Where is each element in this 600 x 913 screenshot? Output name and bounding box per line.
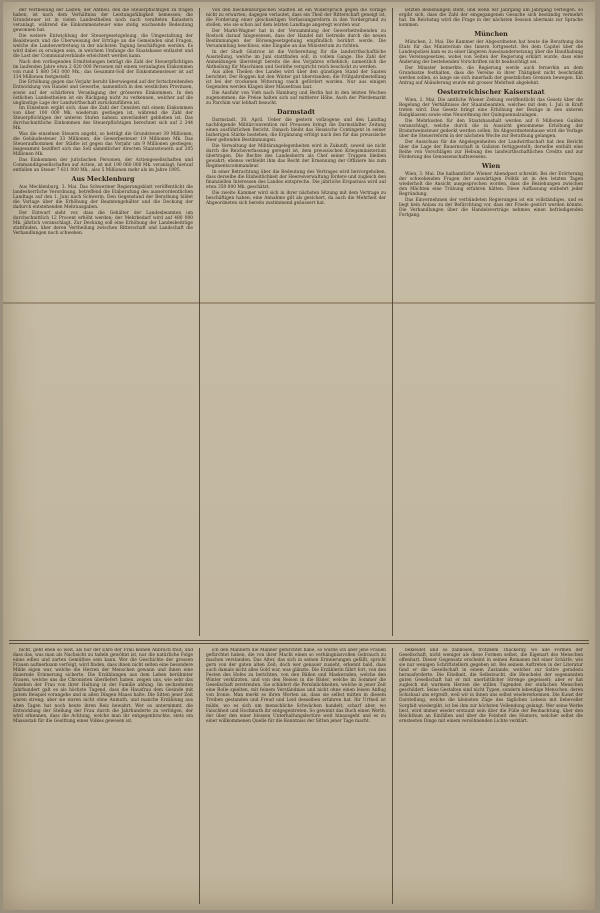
paragraph: Aus Mecklenburg, 3. Mai. Das Schweriner Regierungsblatt veröffentlicht die landesherrliche Verordnung, betreffend die Einberufung des ausserordentlichen Landtags auf den 1. Juni nach Schwerin. Den Gegenstand der Berathung bildet die Vorlage über die Erhöhung der Beamtengehälter und die Deckung der dadurch entstehenden Mehrausgaben. [13,185,193,211]
section-heading: Darmstadt [277,108,315,117]
paragraph: Was die einzelnen Steuern angeht, so beträgt die Grundsteuer 39 Millionen, die Gebäudesteuer 33 Millionen, die Gewerbesteuer 19 Millionen Mk. Das Steueraufkommen der Städte ist gegen das Vorjahr um 9 Millionen gestiegen; insgesammt beziffert sich das Soll sämmtlicher directen Staatssteuern auf 205 Millionen Mk. [13,132,193,158]
newspaper-page [3,2,595,910]
paragraph: Die weitere Entwicklung der Steuergesetzgebung, die Umgestaltung der Realsteuern und die Überweisung der Erträge an die Gemeinden sind Fragen, welche die Landesvertretung in der nächsten Tagung beschäftigen werden. Es wird dabei zu erwägen sein, in welchem Umfange die Staatskasse entlastet und die Last der Communalverbände erleichtert werden kann. [13,33,193,60]
feuilleton-text: ich den Männern die Männer gefürchtet habe, so würde ich aber jene Frauen gefürchtet haben, die von ihrer Macht einen so verhängnissvollen Gebrauch zu machen verstanden. Das Alter, das sich in seinen Erinnerungen gefällt, spricht gern von der guten alten Zeit; doch wer genauer zusieht, erkennt bald, dass auch damals nicht alles Gold war, was glänzte. Die Erzählerin fährt fort, von den Festen des Hofes zu berichten, von den Bällen und Maskeraden, welche den Winter verkürzten, und von den Reisen in die Bäder, welche im Sommer die Gesellschaft zerstreuten. Sie schildert die Persönlichkeiten, welche in jener Zeit eine Rolle spielten, mit feinem Verständniss und nicht ohne einen leisen Anflug von Ironie. Man merkt es ihren Worten an, dass sie selbst mitten in diesem Treiben gestanden und Freud und Leid desselben erfahren hat. Ihr Urtheil ist milde, wo es sich um menschliche Schwächen handelt; scharf aber, wo Falschheit und Hochmuth ihr entgegentreten. So gewinnt das Buch einen Werth, der über den einer blossen Unterhaltungslectüre weit hinausgeht und es zu einer willkommenen Quelle für die Kenntniss der Sitten jener Tage macht. [206,648,386,724]
paragraph: Die Ausfuhr von Vieh nach Hamburg und Berlin hat in den letzten Wochen zugenommen; die Preise halten sich auf mittlerer Höhe. Auch der Pferdemarkt zu Parchim war lebhaft besucht. [206,91,386,107]
section-heading: Oesterreichischer Kaiserstaat [437,88,545,97]
column-rule [199,648,200,904]
paragraph: Aus allen Theilen des Landes wird über den günstigen Stand der Saaten berichtet. Der Roggen hat den Winter gut überstanden; die Frühjahrsbestellung ist bei der trockenen Witterung rasch gefördert worden. Nur aus einigen Gegenden werden Klagen über Mäusefrass laut. [206,70,386,91]
paragraph: Wien, 2. Mai. Die amtliche Wiener Zeitung veröffentlicht das Gesetz über die Regelung der Verhältnisse der Staatsbeamten, welches mit dem 1. Juli in Kraft treten wird. Das Gesetz bringt eine Erhöhung der Bezüge in den unteren Rangklassen sowie eine Neuordnung der Quinquennalzulagen. [399,98,583,119]
paragraph: Nach den vorliegenden Ermittelungen beträgt die Zahl der Steuerpflichtigen im laufenden Jahre etwa 2 620 000 Personen mit einem veranlagten Einkommen von rund 5 880 543 000 Mk.; das Gesammt-Soll der Einkommensteuer ist auf 114 Millionen festgestellt. [13,59,193,80]
paragraph: In einer Betrachtung über die Bedeutung des Vertrages wird hervorgehoben, dass derselbe die Einheitlichkeit der Heeresverwaltung fördere und zugleich den finanziellen Interessen des Landes entspreche. Die jährliche Ersparniss wird auf etwa 350 000 Mk. geschätzt. [206,169,386,191]
section-heading: Aus Mecklenburg [71,175,135,184]
paper-fold [3,302,595,304]
upper-column-3 [399,8,583,636]
column-rule [199,8,200,636]
paragraph: In der Stadt Güstrow ist die Vorbereitung für die landwirthschaftliche Ausstellung, welche im Juni stattfinden soll, in vollem Gange. Die Zahl der Anmeldungen übersteigt bereits die des Vorjahres erheblich; namentlich die Abtheilung für Maschinen und Geräthe verspricht reich beschickt zu werden. [206,49,386,70]
section-heading: Wien [481,161,501,170]
section-heading: München [474,30,508,39]
paragraph: Die Mehrkosten für den Staatshaushalt werden auf 6 Millionen Gulden veranschlagt, welche durch die in Aussicht genommene Erhöhung der Branntweinsteuer gedeckt werden sollen. Im Abgeordnetenhause wird die Vorlage über die Steuerreform in der nächsten Woche zur Berathung gelangen. [399,118,583,140]
paragraph: Die Verwaltung der Militärangelegenheiten wird in Zukunft, soweit sie nicht durch die Reichsverfassung geregelt ist, dem preussischen Kriegsministerium übertragen. Die Rechte des Landesherrn als Chef seiner Truppen bleiben gewahrt; ebenso verbleibt ihm das Recht der Ernennung der Offiziere bis zum Regimentscommandeur. [206,144,386,170]
paragraph: Darmstadt, 30. April. Ueber die gestern vollzogene und den Landtag nachfolgende Militärconvention mit Preussen bringt die Darmstädter Zeitung einen ausführlichen Bericht. Danach bleibt das Hessische Contingent in seiner bisherigen Stärke bestehen; die Ergänzung erfolgt nach den für das preussische Heer geltenden Bestimmungen. [206,118,386,144]
upper-column-2 [206,8,386,636]
feuilleton-text: bekleidet und so zahllosen, trotzdem Thackeray, wo alle Formen der Gesellschaft, nicht weniger als diese Formen selbst, die Eigenart des Menschen offenbart. Dieser Gegensatz erscheint in seinen Romanen mit einer Schärfe, wie sie nur wenigen Schriftstellern gegeben ist. Bei seinem Auftreten in der Literatur fand er die Gesellschaft in einem Zustande, welcher zur Satire geradezu herausforderte. Die Eitelkeit, die Selbstsucht, die Heuchelei der sogenannten guten Gesellschaft hat er mit unerbittlicher Strenge gegeisselt; aber er hat zugleich mit warmem Herzen die stillen Tugenden der einfachen Menschen geschildert. Seine Gestalten sind nicht Typen, sondern lebendige Menschen, deren Schicksal uns ergreift, weil wir in ihnen uns selbst wiedererkennen. Die Kunst der Darstellung, welche die kleinsten Züge des täglichen Lebens mit liebevoller Sorgfalt wiedergibt, ist bei ihm zur höchsten Vollendung gelangt. Wer seine Werke liest, wird immer wieder erstaunt sein über die Fülle der Beobachtung, über den Reichthum an Einfällen und über die Feinheit des Humors, welcher selbst die ernstesten Dinge mit einem versöhnenden Lichte verklärt. [399,648,583,724]
paragraph: Der Entwurf sieht vor, dass die Gehälter der Landesbeamten um durchschnittlich 12 Procent erhöht werden; der Mehrbedarf wird auf 480 000 Mk. jährlich veranschlagt. Zur Deckung soll eine Erhöhung der Landesbeiträge stattfinden, über deren Vertheilung zwischen Ritterschaft und Landschaft die Verhandlungen noch schweben. [13,210,193,237]
lower-column-2 [206,648,386,904]
column-rule [392,648,393,904]
paragraph: Die zweite Kammer wird sich in ihrer nächsten Sitzung mit dem Vertrage zu beschäftigen haben; eine Annahme gilt als gesichert, da auch die Mehrheit der Abgeordneten sich bereits zustimmend geäussert hat. [206,190,386,206]
upper-column-1 [13,8,193,636]
feuilleton-text: nicht, geht eben so weit, als nur der Ehre der Frau keinen Abbruch thut; und dass das, was man als Nachsicht zu tadeln gewöhnt ist, nur die natürliche Folge eines edlen und zarten Gemüthes sein kann. Wer die Geschichte der grossen Frauen aufmerksam verfolgt, wird finden, dass ihnen nicht selten eine besondere Milde eigen war, welche die Herzen der Menschen gewann und ihnen eine dauernde Erinnerung sicherte. Die Erzählungen aus dem Leben berühmter Frauen, welche uns die Chronisten überliefert haben, zeigen uns, wie sehr das Ansehen der Frau von ihrer Haltung in der Familie abhing. Im sechzehnten Jahrhundert galt es als höchste Tugend, dass die Hausfrau dem Gesinde mit gutem Beispiel vorangehe und in allen Dingen Maass halte. Die Sitten jener Zeit waren streng; aber sie waren nicht ohne Anmuth, und manche Erzählung aus alten Tagen hat noch heute ihren Reiz bewahrt. Wer es unternimmt, die Entwicklung der Stellung der Frau durch die Jahrhunderte zu verfolgen, der wird erkennen, dass die Achtung, welche man ihr entgegenbrachte, stets ein Maassstab für die Gesittung eines Volkes gewesen ist. [13,648,193,724]
paragraph: Der Minister bemerkte, die Regierung werde auch fernerhin an dem Grundsatze festhalten, dass die Vereine in ihrer Thätigkeit nicht beschränkt werden sollen, so lange sie sich innerhalb der gesetzlichen Grenzen bewegen. Ein Antrag auf Abänderung wurde mit grosser Mehrheit abgelehnt. [399,66,583,87]
paragraph: Im Einzelnen ergibt sich, dass die Zahl der Censiten mit einem Einkommen von über 100 000 Mk. wiederum gestiegen ist, während die Zahl der Steuerpflichtigen der unteren Stufen nahezu unverändert geblieben ist. Das durchschnittliche Einkommen des Steuerpflichtigen berechnet sich auf 2 244 Mk. [13,106,193,132]
lower-column-3 [399,648,583,904]
paragraph: Das Einkommen der juristischen Personen, der Actiengesellschaften und Commanditgesellschaften auf Actien, ist mit 190 060 000 Mk. veranlagt; hierauf entfallen an Steuer 7 611 000 Mk., also 5 Millionen mehr als im Jahre 1895. [13,157,193,174]
lower-column-1 [13,648,193,904]
paragraph: München, 2. Mai. Die Kammer der Abgeordneten hat heute die Berathung des Etats für das Ministerium des Innern fortgesetzt. Bei dem Capitel über die Landespolizei kam es zu einer längeren Auseinandersetzung über die Handhabung des Vereinsgesetzes, wobei von Seiten der Regierung erklärt wurde, dass eine Änderung der bestehenden Vorschriften nicht beabsichtigt sei. [399,40,583,66]
paragraph: Der Markt-Wagner hat in der Versammlung der Gewerbetreibenden zu Rostock darauf hingewiesen, dass der Handel mit Getreide durch die neuen Bestimmungen der Börsengesetzgebung empfindlich berührt werde. Die Versammlung beschloss, eine Eingabe an das Ministerium zu richten. [206,28,386,49]
column-rule [392,8,393,636]
paragraph: Der Ausschuss für die Angelegenheiten der Landwirthschaft hat den Bericht über die Lage der Bauernschaft in Galizien fertiggestellt; derselbe enthält eine Reihe von Vorschlägen zur Hebung des landwirthschaftlichen Credits und zur Förderung des Genossenschaftswesens. [399,139,583,160]
paragraph: Von den mecklenburgischen Städten ist ein Widerspruch gegen die Vorlage nicht zu erwarten; dagegen verlautet, dass ein Theil der Ritterschaft geneigt ist, die Forderung einer gleichzeitigen Verfassungsreform in den Vordergrund zu stellen, wie sie schon auf dem letzten Landtage angeregt worden war. [206,8,386,29]
feuilleton-divider [9,643,589,644]
paragraph: Wien, 3. Mai. Die halbamtliche Wiener Abendpost schreibt: Bei der Erörterung der schwebenden Fragen der auswärtigen Politik ist in den letzten Tagen wiederholt die Ansicht ausgesprochen worden, dass die Beziehungen zwischen den Mächten eine Trübung erfahren hätten. Diese Auffassung entbehrt jeder Begründung. [399,171,583,198]
paragraph: Die Erhöhung gegen das Vorjahr beruht überwiegend auf der fortschreitenden Entwicklung von Handel und Gewerbe, namentlich in den westlichen Provinzen, sowie auf der schärferen Veranlagung der grösseren Einkommen. In den östlichen Landestheilen ist ein Rückgang nicht zu verkennen, welcher auf die ungünstige Lage der Landwirthschaft zurückzuführen ist. [13,80,193,106]
paragraph: Das Einvernehmen der verbündeten Regierungen ist ein vollständiges, und es liegt kein Anlass zu der Befürchtung vor, dass der Friede gestört werden könnte. Die Verhandlungen über die Handelsverträge nehmen einen befriedigenden Fortgang. [399,197,583,218]
paragraph: der Vertheilung der Lasten; der Antheil, den die Steuerpflichtigen zu tragen haben, ist nach dem Verhältniss der Leistungsfähigkeit bemessen; die Grundsteuer ist in vielen Landestheilen noch nach veralteten Katastern veranlagt, während die Einkommensteuer eine stetig wachsende Bedeutung gewonnen hat. [13,8,193,34]
paragraph: letzten Beziehungen steht, und wenn wir Jahrgang um Jahrgang verfolgen, so ergibt sich, dass die Zahl der eingegangenen Gesuche sich beständig vermehrt hat. Im Reichstag wird die Frage in der nächsten Session abermals zur Sprache kommen. [399,8,583,29]
feuilleton-divider [9,640,589,641]
